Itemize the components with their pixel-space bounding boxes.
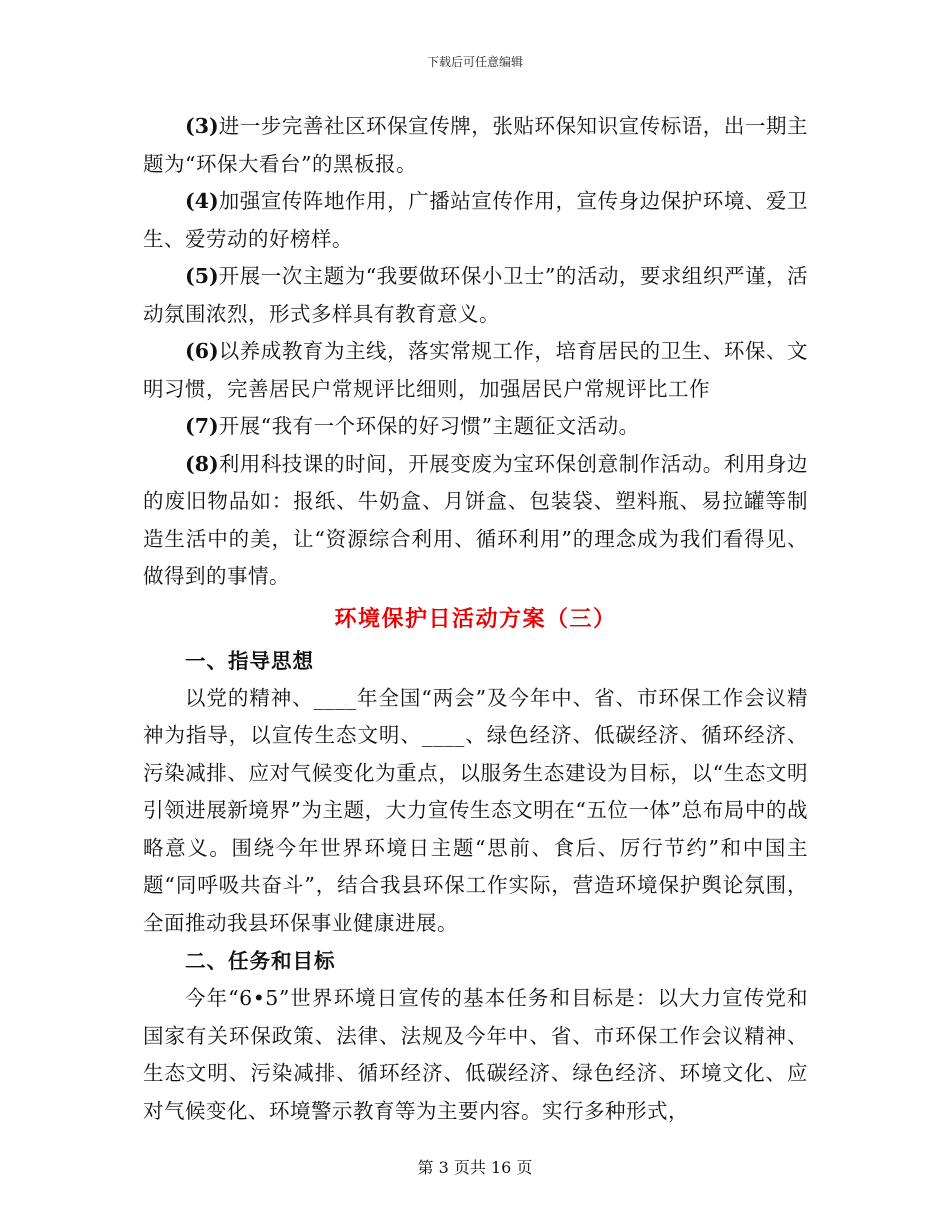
list-item: [143, 446, 808, 596]
item-number: (8): [185, 451, 219, 476]
item-text: 利用科技课的时间，开展变废为宝环保创意制作活动。利用身边的废旧物品如：报纸、牛奶盒、月饼盒、包装袋、塑料瓶、易拉罐等制造生活中的美，让“资源综合利用、循环利用”的理念成为我们看得见、做得到的事情。: [143, 451, 808, 588]
list-item: [143, 333, 808, 408]
section-paragraph: 今年“6•5”世界环境日宣传的基本任务和目标是：以大力宣传党和国家有关环保政策、法律、法规及今年中、省、市环保工作会议精神、生态文明、污染减排、循环经济、低碳经济、绿色经济、环境文化、应对气候变化、环境警示教育等为主要内容。实行多种形式，: [143, 986, 808, 1123]
list-item: [143, 108, 808, 183]
page-footer: 第 3 页共 16 页: [417, 1158, 533, 1177]
item-text: 开展“我有一个环保的好习惯”主题征文活动。: [218, 414, 640, 438]
item-number: (5): [185, 264, 219, 288]
document-body: [143, 108, 808, 1130]
section-paragraph: 以党的精神、____年全国“两会”及今年中、省、市环保工作会议精神为指导，以宣传生态文明、____、绿色经济、低碳经济、循环经济、污染减排、应对气候变化为重点，以服务生态建设为目标，以“生态文明引领进展新境界”为主题，大力宣传生态文明在“五位一体”总布局中的战略意义。围绕今年世界环境日主题“思前、食后、厉行节约”和中国主题“同呼吸共奋斗”，结合我县环保工作实际，营造环境保护舆论氛围，全面推动我县环保事业健康进展。: [143, 685, 808, 935]
list-item: [143, 258, 808, 333]
item-text: 加强宣传阵地作用，广播站宣传作用，宣传身边保护环境、爱卫生、爱劳动的好榜样。: [143, 189, 808, 251]
section-title: 环境保护日活动方案（三）: [334, 605, 617, 632]
item-number: (6): [185, 339, 219, 363]
header-note: 下载后可任意编辑: [426, 55, 523, 69]
section-heading-tasks-goals: 二、任务和目标: [185, 949, 336, 973]
list-item: [143, 408, 808, 446]
item-number: (4): [185, 189, 219, 213]
item-number: (7): [185, 414, 219, 438]
item-text: 开展一次主题为“我要做环保小卫士”的活动，要求组织严谨，活动氛围浓烈，形式多样具有教育意义。: [143, 264, 808, 326]
item-number: (3): [185, 114, 219, 138]
list-item: [143, 183, 808, 258]
item-text: 进一步完善社区环保宣传牌，张贴环保知识宣传标语，出一期主题为“环保大看台”的黑板报。: [143, 114, 808, 176]
section-heading-guiding-thought: 一、指导思想: [185, 648, 314, 673]
item-text: 以养成教育为主线，落实常规工作，培育居民的卫生、环保、文明习惯，完善居民户常规评比细则，加强居民户常规评比工作: [143, 339, 808, 401]
